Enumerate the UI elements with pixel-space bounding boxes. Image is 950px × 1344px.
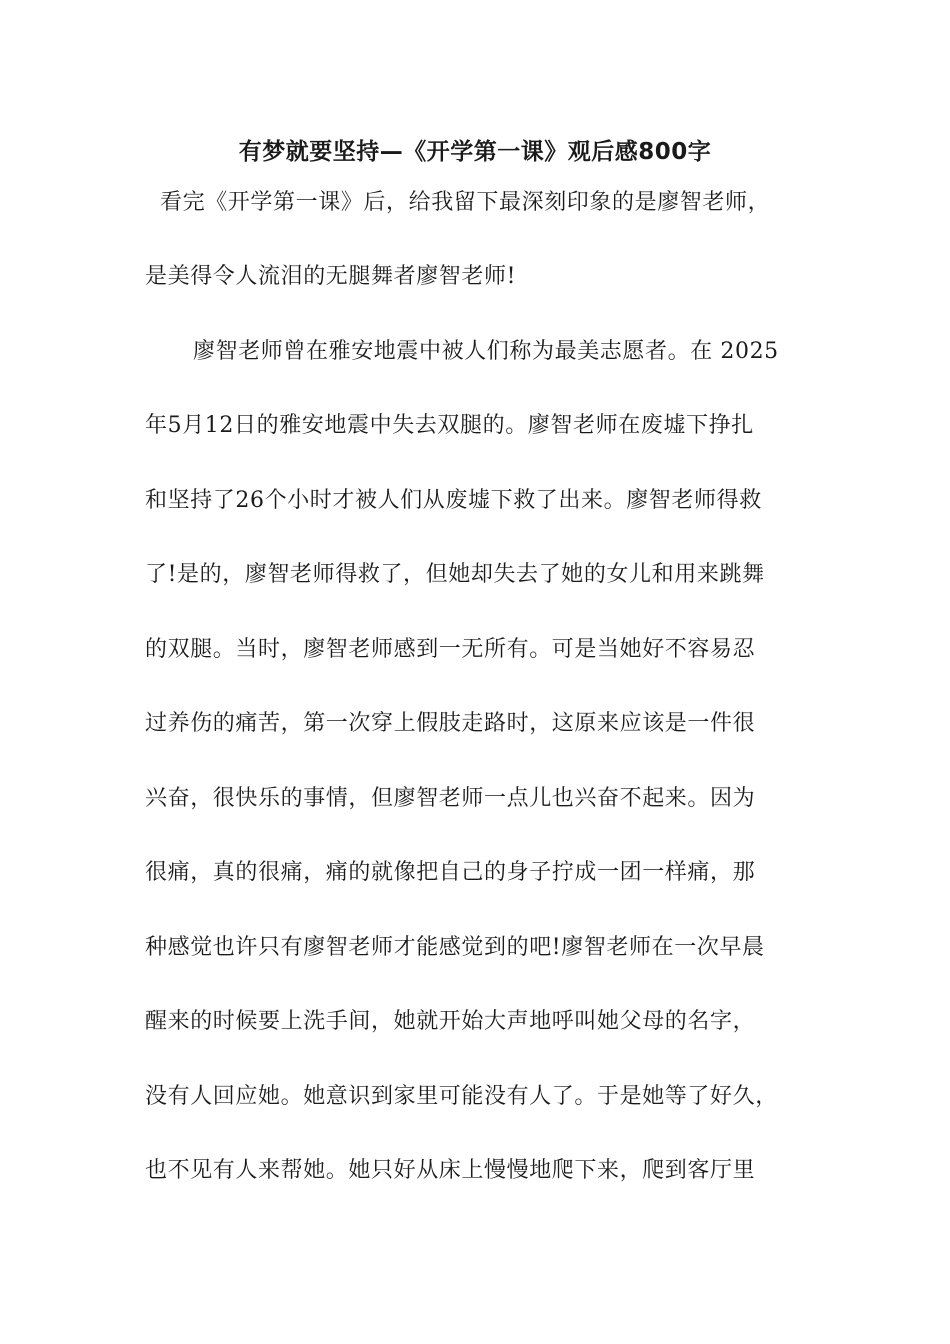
paragraph-line: 兴奋，很快乐的事情，但廖智老师一点儿也兴奋不起来。因为: [145, 786, 756, 811]
paragraph-line: 过养伤的痛苦，第一次穿上假肢走路时，这原来应该是一件很: [145, 711, 756, 736]
paragraph-line: 看完《开学第一课》后，给我留下最深刻印象的是廖智老师，: [160, 190, 771, 215]
document-title: 有梦就要坚持—《开学第一课》观后感800字: [238, 139, 712, 165]
paragraph-line: 廖智老师曾在雅安地震中被人们称为最美志愿者。在 2025: [193, 339, 779, 364]
paragraph-line: 没有人回应她。她意识到家里可能没有人了。于是她等了好久，: [145, 1084, 778, 1109]
paragraph-line: 也不见有人来帮她。她只好从床上慢慢地爬下来，爬到客厅里: [145, 1158, 756, 1183]
paragraph-line: 年5月12日的雅安地震中失去双腿的。廖智老师在废墟下挣扎: [145, 413, 754, 438]
paragraph-line: 和坚持了26个小时才被人们从废墟下救了出来。廖智老师得救: [145, 488, 762, 513]
paragraph-line: 很痛，真的很痛，痛的就像把自己的身子拧成一团一样痛，那: [145, 860, 756, 885]
paragraph-line: 醒来的时候要上洗手间，她就开始大声地呼叫她父母的名字，: [145, 1009, 756, 1034]
paragraph-line: 的双腿。当时，廖智老师感到一无所有。可是当她好不容易忍: [145, 637, 756, 662]
paragraph-line: 是美得令人流泪的无腿舞者廖智老师!: [145, 264, 517, 289]
paragraph-line: 了!是的，廖智老师得救了，但她却失去了她的女儿和用来跳舞: [145, 562, 765, 587]
paragraph-line: 种感觉也许只有廖智老师才能感觉到的吧!廖智老师在一次早晨: [145, 935, 765, 960]
